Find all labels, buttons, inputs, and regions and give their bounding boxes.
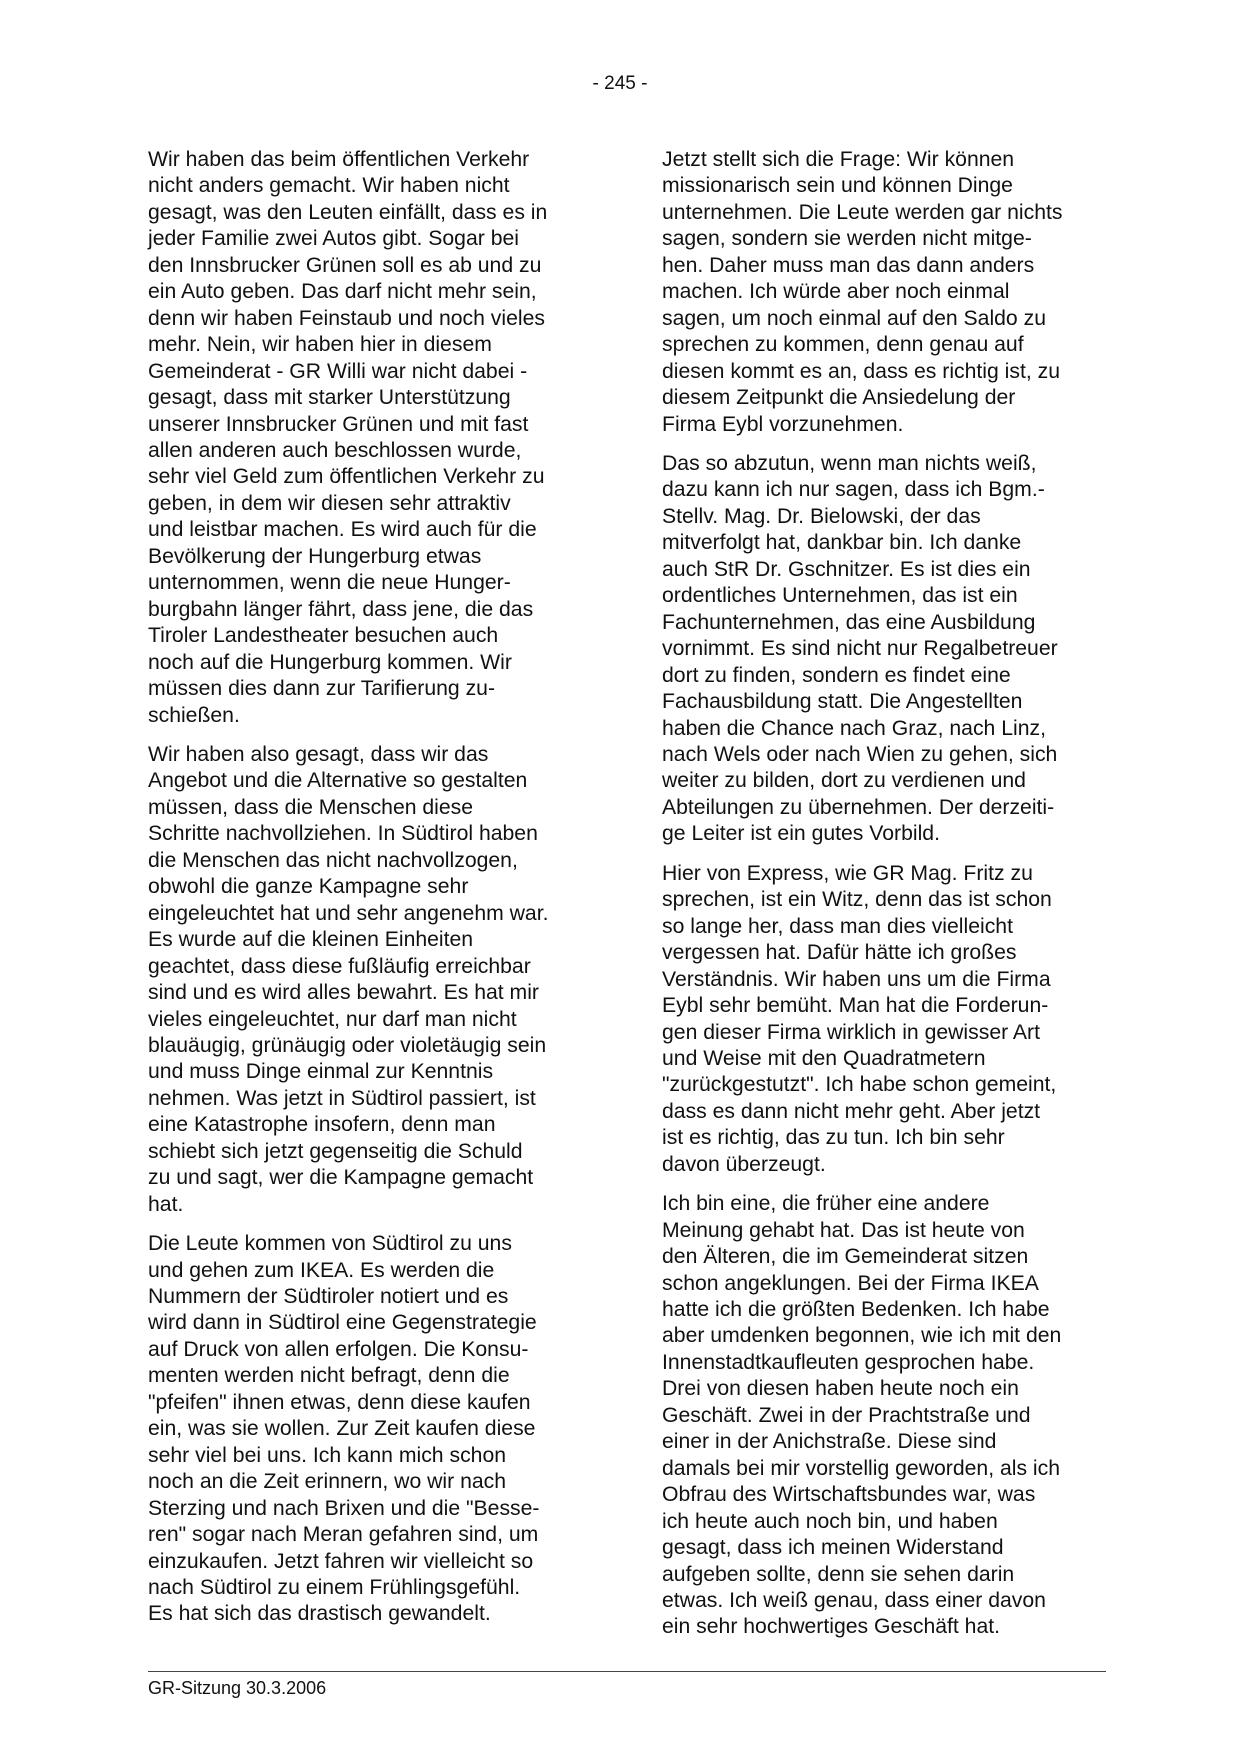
- text-line: weiter zu bilden, dort zu verdienen und: [662, 769, 1026, 793]
- text-line: hen. Daher muss man das dann anders: [662, 253, 1035, 277]
- text-line: blauäugig, grünäugig oder violetäugig sein: [148, 1033, 547, 1057]
- text-line: müssen dies dann zur Tarifierung zu-: [148, 677, 496, 701]
- text-line: unternommen, wenn die neue Hunger-: [148, 571, 511, 595]
- text-line: vieles eingeleuchtet, nur darf man nicht: [148, 1007, 517, 1031]
- text-line: eingeleuchtet hat und sehr angenehm war.: [148, 901, 549, 925]
- text-line: vornimmt. Es sind nicht nur Regalbetreuer: [662, 637, 1058, 661]
- paragraph: [662, 861, 1107, 1178]
- text-line: schiebt sich jetzt gegenseitig die Schuld: [148, 1139, 523, 1163]
- text-line: gesagt, was den Leuten einfällt, dass es in: [148, 200, 548, 224]
- text-line: Verständnis. Wir haben uns um die Firma: [662, 967, 1051, 991]
- text-line: und muss Dinge einmal zur Kenntnis: [148, 1060, 494, 1084]
- text-line: dazu kann ich nur sagen, dass ich Bgm.-: [662, 478, 1045, 502]
- paragraph: [148, 742, 593, 1218]
- text-line: diesem Zeitpunkt die Ansiedelung der: [662, 386, 1016, 410]
- text-line: nehmen. Was jetzt in Südtirol passiert, ist: [148, 1086, 536, 1110]
- text-line: Bevölkerung der Hungerburg etwas: [148, 544, 482, 568]
- text-line: schießen.: [148, 703, 240, 727]
- text-line: Die Leute kommen von Südtirol zu uns: [148, 1232, 512, 1256]
- text-line: Hier von Express, wie GR Mag. Fritz zu: [662, 861, 1033, 885]
- text-line: missionarisch sein und können Dinge: [662, 174, 1013, 198]
- text-line: ordentliches Unternehmen, das ist ein: [662, 584, 1018, 608]
- text-line: vergessen hat. Dafür hätte ich großes: [662, 941, 1017, 965]
- text-line: schon angeklungen. Bei der Firma IKEA: [662, 1271, 1039, 1295]
- text-line: Obfrau des Wirtschaftsbundes war, was: [662, 1483, 1036, 1507]
- text-line: Fachausbildung statt. Die Angestellten: [662, 690, 1023, 714]
- text-line: ein sehr hochwertiges Geschäft hat.: [662, 1615, 1001, 1639]
- left-column: [148, 147, 593, 1641]
- paragraph: [662, 1191, 1107, 1641]
- text-line: sagen, um noch einmal auf den Saldo zu: [662, 306, 1046, 330]
- text-line: "pfeifen" ihnen etwas, denn diese kaufen: [148, 1390, 531, 1414]
- text-line: dass es dann nicht mehr geht. Aber jetzt: [662, 1099, 1041, 1123]
- footer-divider: [148, 1671, 1106, 1672]
- text-line: den Älteren, die im Gemeinderat sitzen: [662, 1245, 1029, 1269]
- text-line: gen dieser Firma wirklich in gewisser Art: [662, 1020, 1040, 1044]
- text-line: Meinung gehabt hat. Das ist heute von: [662, 1218, 1025, 1242]
- text-line: und gehen zum IKEA. Es werden die: [148, 1258, 495, 1282]
- text-line: ein, was sie wollen. Zur Zeit kaufen diese: [148, 1417, 536, 1441]
- text-line: Abteilungen zu übernehmen. Der derzeiti-: [662, 795, 1055, 819]
- text-line: zu und sagt, wer die Kampagne gemacht: [148, 1166, 534, 1190]
- text-line: damals bei mir vorstellig geworden, als ich: [662, 1456, 1061, 1480]
- text-line: Firma Eybl vorzunehmen.: [662, 412, 904, 436]
- text-line: sprechen, ist ein Witz, denn das ist schon: [662, 888, 1052, 912]
- text-line: haben die Chance nach Graz, nach Linz,: [662, 716, 1046, 740]
- text-line: allen anderen auch beschlossen wurde,: [148, 438, 522, 462]
- text-line: Eybl sehr bemüht. Man hat die Forderun-: [662, 994, 1049, 1018]
- page-number: - 245 -: [592, 73, 648, 94]
- text-line: Nummern der Südtiroler notiert und es: [148, 1285, 509, 1309]
- text-line: mehr. Nein, wir haben hier in diesem: [148, 333, 492, 357]
- text-line: denn wir haben Feinstaub und noch vieles: [148, 306, 545, 330]
- text-line: wird dann in Südtirol eine Gegenstrategie: [148, 1311, 537, 1335]
- text-line: dort zu finden, sondern es findet eine: [662, 663, 1011, 687]
- text-line: ein Auto geben. Das darf nicht mehr sein,: [148, 280, 537, 304]
- text-line: Ich bin eine, die früher eine andere: [662, 1192, 990, 1216]
- text-line: Das so abzutun, wenn man nichts weiß,: [662, 451, 1037, 475]
- text-line: gesagt, dass ich meinen Widerstand: [662, 1536, 1004, 1560]
- text-line: diesen kommt es an, dass es richtig ist, zu: [662, 359, 1061, 383]
- paragraph: [148, 1231, 593, 1628]
- text-line: Drei von diesen haben heute noch ein: [662, 1377, 1019, 1401]
- footer-text: GR-Sitzung 30.3.2006: [148, 1678, 327, 1698]
- text-line: einzukaufen. Jetzt fahren wir vielleicht so: [148, 1549, 534, 1573]
- text-line: sehr viel Geld zum öffentlichen Verkehr zu: [148, 465, 545, 489]
- text-line: Geschäft. Zwei in der Prachtstraße und: [662, 1403, 1031, 1427]
- text-line: etwas. Ich weiß genau, dass einer davon: [662, 1589, 1046, 1613]
- text-line: ich heute auch noch bin, und haben: [662, 1509, 998, 1533]
- text-line: Gemeinderat - GR Willi war nicht dabei -: [148, 359, 528, 383]
- text-line: noch an die Zeit erinnern, wo wir nach: [148, 1470, 507, 1494]
- text-line: Innenstadtkaufleuten gesprochen habe.: [662, 1350, 1035, 1374]
- text-line: Es wurde auf die kleinen Einheiten: [148, 928, 474, 952]
- text-line: Fachunternehmen, das eine Ausbildung: [662, 610, 1036, 634]
- paragraph: [662, 451, 1107, 848]
- text-line: burgbahn länger fährt, dass jene, die das: [148, 597, 534, 621]
- text-line: davon überzeugt.: [662, 1152, 826, 1176]
- text-line: auch StR Dr. Gschnitzer. Es ist dies ein: [662, 557, 1031, 581]
- paragraph: [148, 147, 593, 729]
- text-line: ren" sogar nach Meran gefahren sind, um: [148, 1523, 539, 1547]
- text-line: sprechen zu kommen, denn genau auf: [662, 333, 1024, 357]
- text-line: hat.: [148, 1192, 184, 1216]
- text-line: noch auf die Hungerburg kommen. Wir: [148, 650, 512, 674]
- text-line: geachtet, dass diese fußläufig erreichbar: [148, 954, 531, 978]
- text-line: den Innsbrucker Grünen soll es ab und zu: [148, 253, 542, 277]
- text-line: Wir haben also gesagt, dass wir das: [148, 742, 489, 766]
- text-line: nicht anders gemacht. Wir haben nicht: [148, 174, 510, 198]
- text-line: sehr viel bei uns. Ich kann mich schon: [148, 1443, 507, 1467]
- text-line: ist es richtig, das zu tun. Ich bin sehr: [662, 1126, 1005, 1150]
- text-line: Wir haben das beim öffentlichen Verkehr: [148, 148, 530, 171]
- text-line: aber umdenken begonnen, wie ich mit den: [662, 1324, 1062, 1348]
- text-line: mitverfolgt hat, dankbar bin. Ich danke: [662, 531, 1022, 555]
- text-line: Jetzt stellt sich die Frage: Wir können: [662, 148, 1015, 171]
- text-line: sagen, sondern sie werden nicht mitge-: [662, 227, 1032, 251]
- text-line: nach Südtirol zu einem Frühlingsgefühl.: [148, 1576, 521, 1600]
- text-line: müssen, dass die Menschen diese: [148, 795, 474, 819]
- text-line: unternehmen. Die Leute werden gar nichts: [662, 200, 1063, 224]
- text-line: nach Wels oder nach Wien zu gehen, sich: [662, 742, 1058, 766]
- text-line: unserer Innsbrucker Grünen und mit fast: [148, 412, 529, 436]
- text-line: Es hat sich das drastisch gewandelt.: [148, 1602, 491, 1626]
- text-line: eine Katastrophe insofern, denn man: [148, 1113, 496, 1137]
- text-line: obwohl die ganze Kampagne sehr: [148, 875, 469, 899]
- text-line: aufgeben sollte, denn sie sehen darin: [662, 1562, 1015, 1586]
- text-line: sind und es wird alles bewahrt. Es hat mir: [148, 981, 539, 1005]
- text-line: die Menschen das nicht nachvollzogen,: [148, 848, 518, 872]
- text-line: "zurückgestutzt". Ich habe schon gemeint,: [662, 1073, 1057, 1097]
- text-line: menten werden nicht befragt, denn die: [148, 1364, 510, 1388]
- text-line: machen. Ich würde aber noch einmal: [662, 280, 1010, 304]
- text-line: Stellv. Mag. Dr. Bielowski, der das: [662, 504, 981, 528]
- text-line: Sterzing und nach Brixen und die "Besse-: [148, 1496, 540, 1520]
- right-column: [662, 147, 1107, 1654]
- text-line: und leistbar machen. Es wird auch für die: [148, 518, 537, 542]
- text-line: hatte ich die größten Bedenken. Ich habe: [662, 1298, 1050, 1322]
- text-line: einer in der Anichstraße. Diese sind: [662, 1430, 997, 1454]
- text-line: auf Druck von allen erfolgen. Die Konsu-: [148, 1337, 529, 1361]
- text-line: ge Leiter ist ein gutes Vorbild.: [662, 822, 940, 846]
- text-line: so lange her, dass man dies vielleicht: [662, 914, 1013, 938]
- text-line: geben, in dem wir diesen sehr attraktiv: [148, 491, 511, 515]
- text-line: Schritte nachvollziehen. In Südtirol haben: [148, 822, 538, 846]
- paragraph: [662, 147, 1107, 438]
- text-line: gesagt, dass mit starker Unterstützung: [148, 386, 511, 410]
- text-line: Angebot und die Alternative so gestalten: [148, 769, 528, 793]
- text-line: jeder Familie zwei Autos gibt. Sogar bei: [148, 227, 519, 251]
- text-line: und Weise mit den Quadratmetern: [662, 1046, 986, 1070]
- text-line: Tiroler Landestheater besuchen auch: [148, 624, 499, 648]
